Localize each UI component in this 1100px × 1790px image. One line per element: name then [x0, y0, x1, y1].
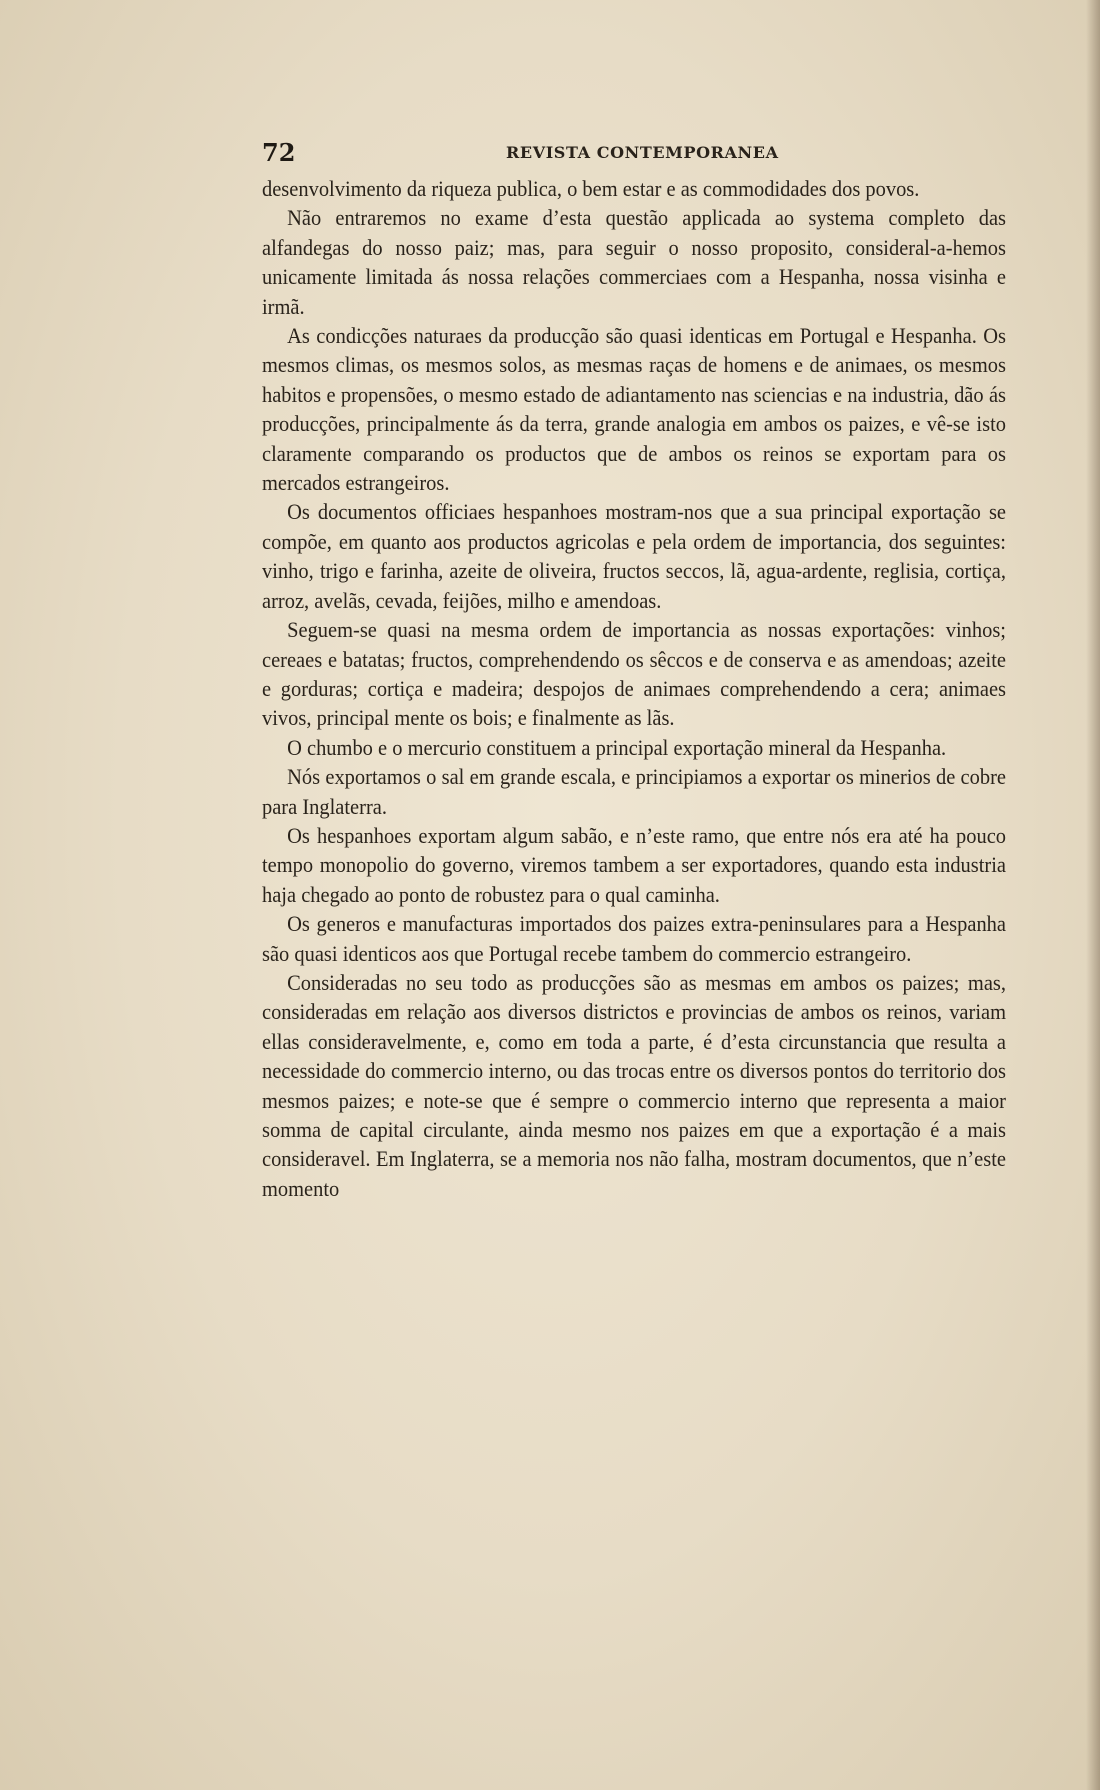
paragraph: Os documentos officiaes hespanhoes mostram-nos que a sua principal exportação se compõe, em quanto aos productos agricolas e pela ordem de importancia, dos seguintes: vinho, trigo e farinha, azeite de oliveira, fructos seccos, lã, agua-ardente, reglisia, cortiça, arroz, avelãs, cevada, feijões, milho e amendoas. [262, 499, 1006, 613]
paragraph: Os hespanhoes exportam algum sabão, e n’este ramo, que entre nós era até ha pouco tempo monopolio do governo, viremos tambem a ser exportadores, quando esta industria haja chegado ao ponto de robustez para o qual caminha. [262, 822, 1006, 907]
text-block [262, 138, 1006, 1203]
running-head [262, 138, 1006, 172]
paragraph: Não entraremos no exame d’esta questão applicada ao systema completo das alfandegas do nosso paiz; mas, para seguir o nosso proposito, consideral-a-hemos unicamente limitada ás nossa relações commerciaes com a Hespanha, nossa visinha e irmã. [262, 205, 1006, 319]
journal-title: REVISTA CONTEMPORANEA [506, 143, 779, 162]
paragraph: As condicções naturaes da producção são quasi identicas em Portugal e Hespanha. Os mesmos climas, os mesmos solos, as mesmas raças de homens e de animaes, os mesmos habitos e propensões, o mesmo estado de adiantamento nas sciencias e na industria, dão ás producções, principalmente ás da terra, grande analogia em ambos os paizes, e vê-se isto claramente comparando os productos que de ambos os reinos se exportam para os mercados estrangeiros. [262, 323, 1006, 496]
paragraph: Nós exportamos o sal em grande escala, e principiamos a exportar os minerios de cobre para Inglaterra. [262, 764, 1006, 819]
page-number: 72 [262, 138, 296, 167]
paragraph: Consideradas no seu todo as producções são as mesmas em ambos os paizes; mas, consideradas em relação aos diversos districtos e provincias de ambos os reinos, variam ellas consideravelmente, e, como em toda a parte, é d’esta circunstancia que resulta a necessidade do commercio interno, ou das trocas entre os diversos pontos do territorio dos mesmos paizes; e note-se que é sempre o commercio interno que representa a maior somma de capital circulante, ainda mesmo nos paizes em que a exportação é a mais consideravel. Em Inglaterra, se a memoria nos não falha, mostram documentos, que n’este momento [262, 969, 1006, 1201]
paragraph: O chumbo e o mercurio constituem a principal exportação mineral da Hespanha. [287, 734, 947, 760]
paragraph: Os generos e manufacturas importados dos paizes extra-peninsulares para a Hespanha são quasi identicos aos que Portugal recebe tambem do commercio estrangeiro. [262, 911, 1006, 966]
paragraph: desenvolvimento da riqueza publica, o bem estar e as commodidades dos povos. [262, 176, 920, 201]
page-edge-shadow [1086, 0, 1100, 1790]
paragraph: Seguem-se quasi na mesma ordem de importancia as nossas exportações: vinhos; cereaes e batatas; fructos, comprehendendo os sêccos e de conserva e as amendoas; azeite e gorduras; cortiça e madeira; despojos de animaes comprehendendo a cera; animaes vivos, principal mente os bois; e finalmente as lãs. [262, 617, 1006, 731]
